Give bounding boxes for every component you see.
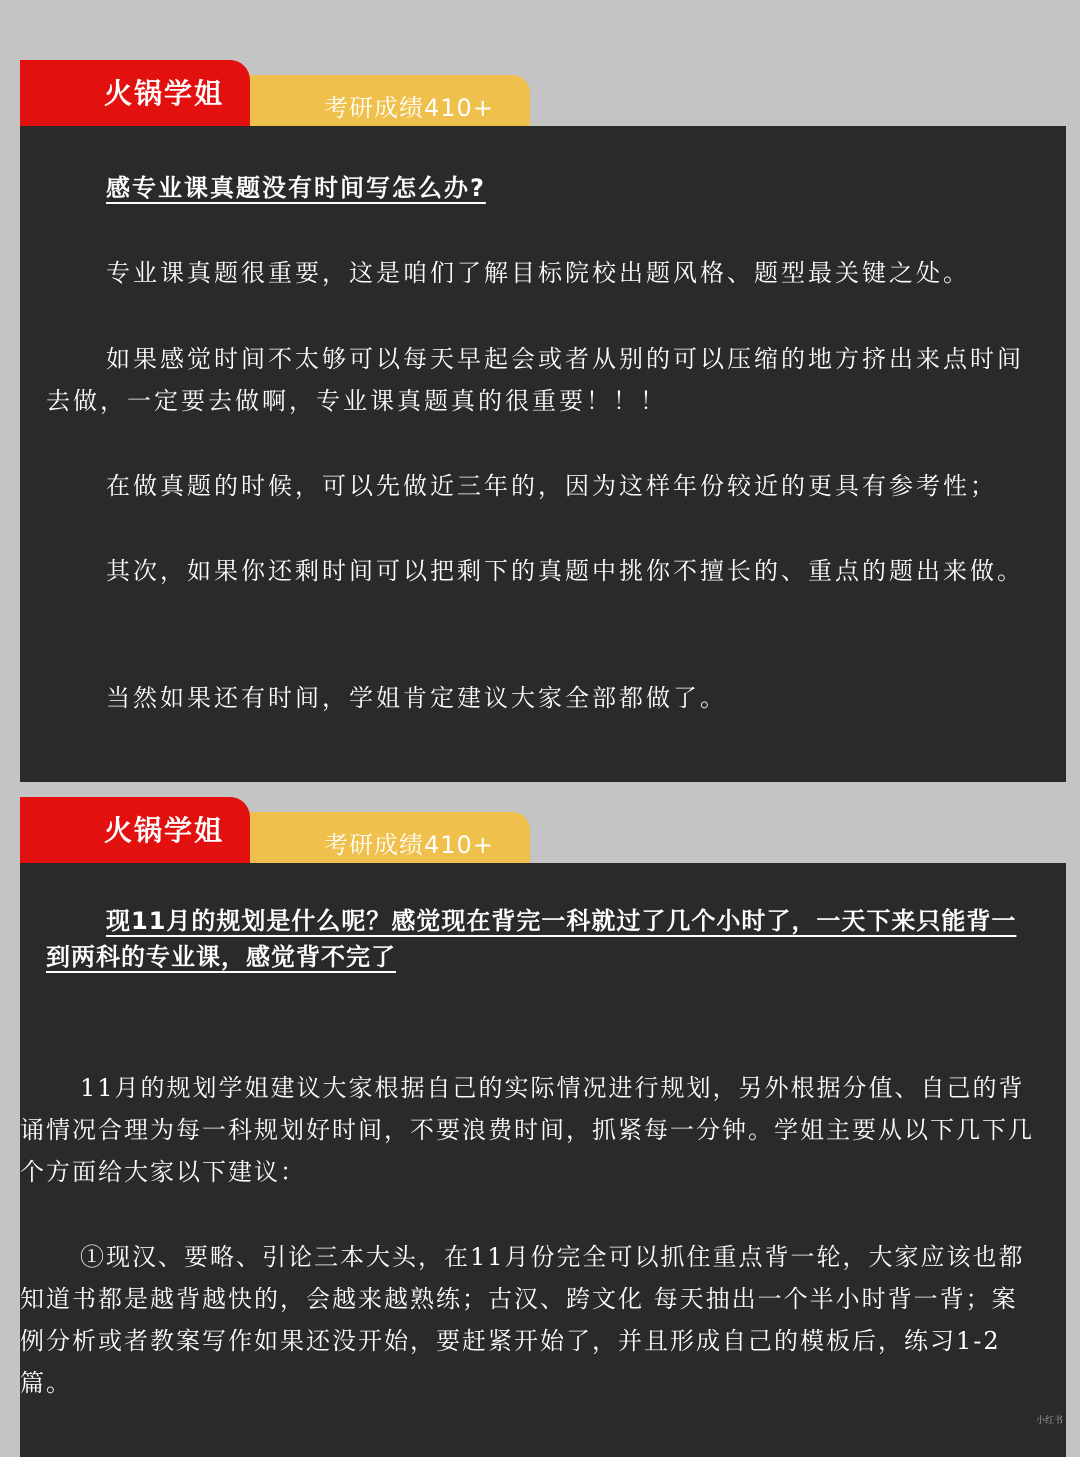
watermark-logo: 小红书 [1036,1416,1064,1426]
author-tab-label: 火锅学姐 [104,814,225,847]
content-panel [20,126,1066,782]
answer-paragraph: 其次，如果你还剩时间可以把剩下的真题中挑你不擅长的、重点的题出来做。 [106,557,1024,585]
answer-paragraph: 在做真题的时候，可以先做近三年的，因为这样年份较近的更具有参考性； [106,472,997,500]
answer-paragraph: 如果感觉时间不太够可以每天早起会或者从别的可以压缩的地方挤出来点时间去做，一定要去做啊，专业课真题真的很重要！！！ [46,345,1024,415]
author-tab-label: 火锅学姐 [104,77,225,110]
score-tab-label: 考研成绩410+ [324,94,494,122]
author-tab [20,60,250,126]
question-heading: 感专业课真题没有时间写怎么办? [106,174,486,202]
question-heading: 现11月的规划是什么呢？感觉现在背完一科就过了几个小时了，一天下来只能背一到两科的专业课，感觉背不完了 [46,907,1017,971]
answer-paragraph: 当然如果还有时间，学姐肯定建议大家全部都做了。 [106,684,727,712]
score-tab-label: 考研成绩410+ [324,831,494,859]
score-tab [220,812,530,864]
answer-paragraph: 11月的规划学姐建议大家根据自己的实际情况进行规划，另外根据分值、自己的背诵情况合理为每一科规划好时间，不要浪费时间，抓紧每一分钟。学姐主要从以下几下几个方面给大家以下建议： [20,1074,1034,1186]
answer-paragraph: 专业课真题很重要，这是咱们了解目标院校出题风格、题型最关键之处。 [106,259,970,287]
qa-card-1 [20,60,1066,782]
answer-paragraph: ①现汉、要略、引论三本大头，在11月份完全可以抓住重点背一轮，大家应该也都知道书都是越背越快的，会越来越熟练；古汉、跨文化 每天抽出一个半小时背一背；案例分析或者教案写作如果还没开始，要赶紧开始了，并且形成自己的模板后，练习1-2篇。 [20,1243,1025,1397]
content-panel [20,863,1066,1457]
qa-card-2 [20,797,1066,1457]
score-tab [220,75,530,127]
author-tab [20,797,250,863]
